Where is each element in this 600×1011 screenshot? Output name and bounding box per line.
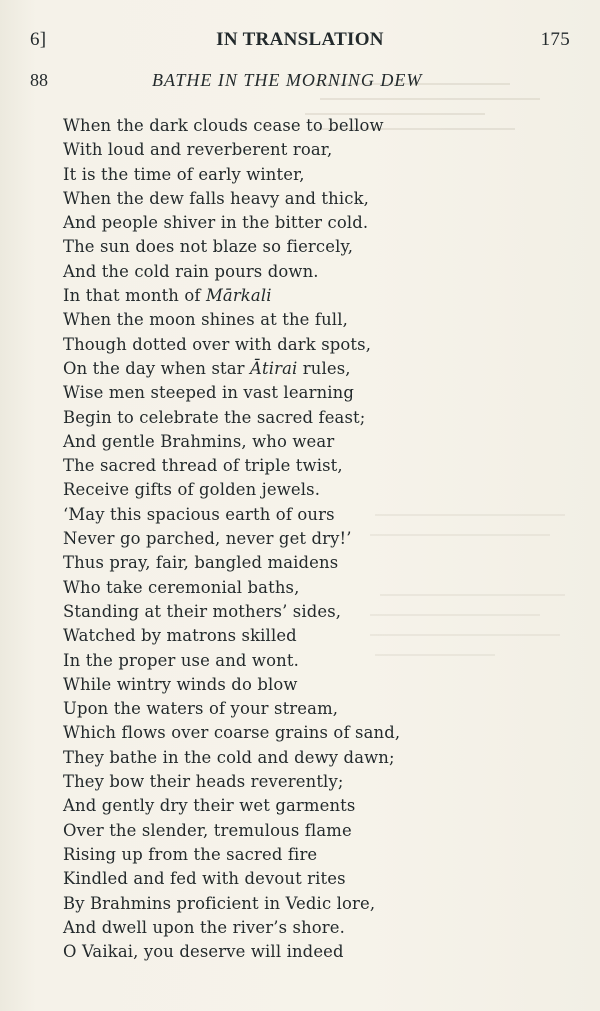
- star-name: Ātirai: [250, 358, 298, 378]
- poem-line: Kindled and fed with devout rites: [63, 869, 346, 889]
- poem-title: BATHE IN THE MORNING DEW: [152, 70, 423, 90]
- poem-line: And gentle Brahmins, who wear: [63, 431, 335, 451]
- month-name: Mārkali: [205, 286, 272, 306]
- poem-line: Which flows over coarse grains of sand,: [63, 723, 401, 743]
- poem-line: Who take ceremonial baths,: [63, 577, 300, 597]
- poem-line: Receive gifts of golden jewels.: [63, 480, 321, 500]
- poem-line: They bow their heads reverently;: [63, 772, 344, 792]
- poem-line: Rising up from the sacred fire: [63, 844, 318, 864]
- poem-line: With loud and reverberent roar,: [63, 140, 333, 160]
- poem-line: And the cold rain pours down.: [63, 261, 319, 281]
- poem-line: While wintry winds do blow: [63, 674, 298, 694]
- poem-line: Upon the waters of your stream,: [63, 699, 339, 719]
- poem-line-text: rules,: [297, 358, 351, 378]
- poem-line: The sacred thread of triple twist,: [63, 456, 343, 476]
- page-number: 175: [540, 29, 570, 50]
- poem-line: By Brahmins proficient in Vedic lore,: [63, 893, 376, 913]
- poem-line: ‘May this spacious earth of ours: [63, 504, 335, 524]
- poem-line: Wise men steeped in vast learning: [63, 383, 355, 403]
- poem-line: Never go parched, never get dry!’: [63, 529, 352, 549]
- poem-line: When the dark clouds cease to bellow: [63, 116, 384, 135]
- poem-line: They bathe in the cold and dewy dawn;: [63, 747, 395, 767]
- poem-number: 88: [30, 70, 48, 90]
- poem-line: Begin to celebrate the sacred feast;: [63, 407, 366, 427]
- poem-heading: [30, 70, 570, 92]
- poem-line: The sun does not blaze so fiercely,: [63, 237, 354, 257]
- poem-line: Over the slender, tremulous flame: [63, 820, 352, 840]
- poem-line: And gently dry their wet garments: [63, 796, 356, 816]
- poem-line: And dwell upon the river’s shore.: [63, 917, 345, 937]
- poem-line: [63, 284, 563, 308]
- poem-line: In the proper use and wont.: [63, 650, 299, 670]
- running-header: [30, 29, 570, 53]
- poem-line: O Vaikai, you deserve will indeed: [63, 942, 344, 962]
- chapter-marker: 6]: [30, 29, 47, 50]
- poem-body: [63, 114, 563, 964]
- poem-line: And people shiver in the bitter cold.: [63, 213, 369, 233]
- poem-line: Watched by matrons skilled: [63, 626, 297, 646]
- poem-line: Though dotted over with dark spots,: [63, 334, 372, 354]
- poem-line-text: In that month of: [63, 286, 206, 306]
- poem-line: It is the time of early winter,: [63, 164, 305, 184]
- poem-line: [63, 357, 563, 381]
- poem-line: When the moon shines at the full,: [63, 310, 348, 330]
- poem-line: When the dew falls heavy and thick,: [63, 188, 370, 208]
- running-title: IN TRANSLATION: [216, 29, 384, 50]
- poem-line: Standing at their mothers’ sides,: [63, 601, 342, 621]
- poem-line: Thus pray, fair, bangled maidens: [63, 553, 339, 573]
- poem-line-text: On the day when star: [63, 358, 251, 378]
